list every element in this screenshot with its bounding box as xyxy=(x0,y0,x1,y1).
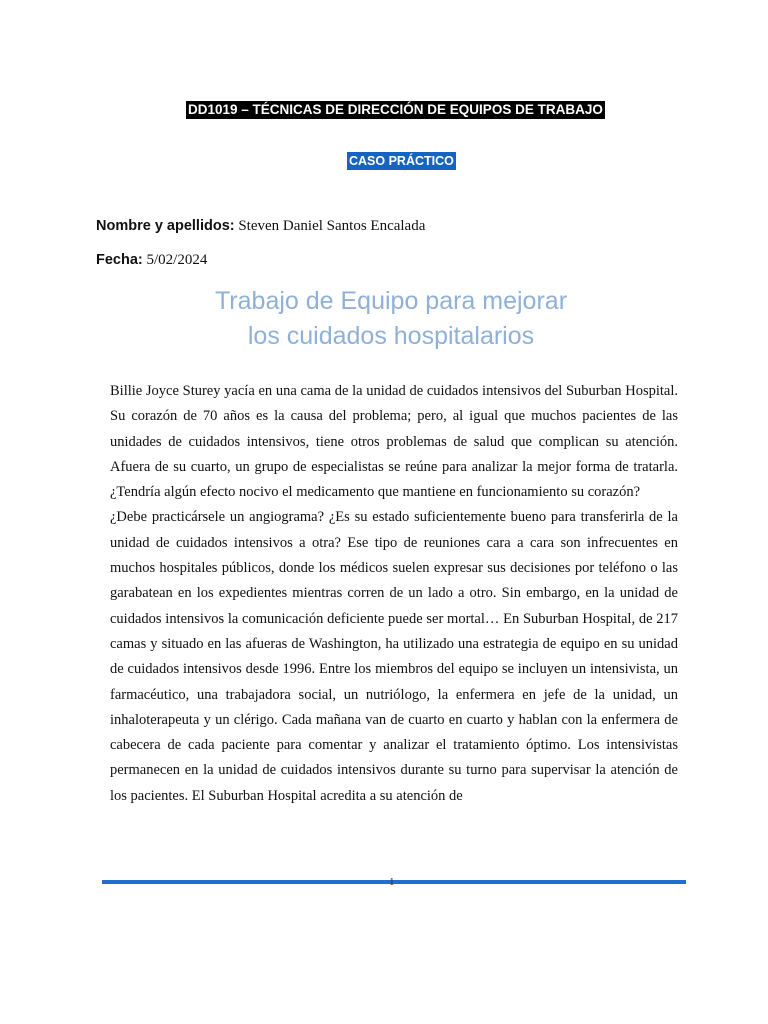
document-heading-line-2: los cuidados hospitalarios xyxy=(247,322,535,350)
name-field xyxy=(96,218,425,235)
paragraph-1: Billie Joyce Sturey yacía en una cama de la unidad de cuidados intensivos del Suburban Hospital. Su corazón de 70 años es la causa del problema; pero, al igual que muchos pacientes de las unidades de cuidados intensivos, tiene otros problemas de salud que complican su atención. Afuera de su cuarto, un grupo de especialistas se reúne para analizar la mejor forma de tratarla. ¿Tendría algún efecto nocivo el medicamento que mantiene en funcionamiento su corazón? xyxy=(110,383,678,501)
document-heading-line-1: Trabajo de Equipo para mejorar xyxy=(214,287,568,315)
body-text xyxy=(110,379,678,809)
name-value: Steven Daniel Santos Encalada xyxy=(234,218,426,234)
page-number: 1 xyxy=(389,876,395,888)
name-label: Nombre y apellidos: xyxy=(96,218,235,234)
case-label: CASO PRÁCTICO xyxy=(349,154,454,168)
date-label: Fecha: xyxy=(96,252,143,268)
paragraph-2: ¿Debe practicársele un angiograma? ¿Es su estado suficientemente bueno para transferirla de la unidad de cuidados intensivos a otra? Ese tipo de reuniones cara a cara son infrecuentes en muchos hospitales públicos, donde los médicos suelen expresar sus decisiones por teléfono o las garabatean en los expedientes mientras corren de un lado a otro. Sin embargo, en la unidad de cuidados intensivos la comunicación deficiente puede ser mortal… En Suburban Hospital, de 217 camas y situado en las afueras de Washington, ha utilizado una estrategia de equipo en su unidad de cuidados intensivos desde 1996. Entre los miembros del equipo se incluyen un intensivista, un farmacéutico, una trabajadora social, un nutriólogo, la enfermera en jefe de la unidad, un inhaloterapeuta y un clérigo. Cada mañana van de cuarto en cuarto y hablan con la enfermera de cabecera de cada paciente para comentar y analizar el tratamiento óptimo. Los intensivistas permanecen en la unidad de cuidados intensivos durante su turno para supervisar la atención de los pacientes. El Suburban Hospital acredita a su atención de xyxy=(110,509,678,804)
date-field xyxy=(96,252,207,269)
date-value: 5/02/2024 xyxy=(142,252,208,268)
course-title: DD1019 – TÉCNICAS DE DIRECCIÓN DE EQUIPOS DE TRABAJO xyxy=(188,102,603,117)
